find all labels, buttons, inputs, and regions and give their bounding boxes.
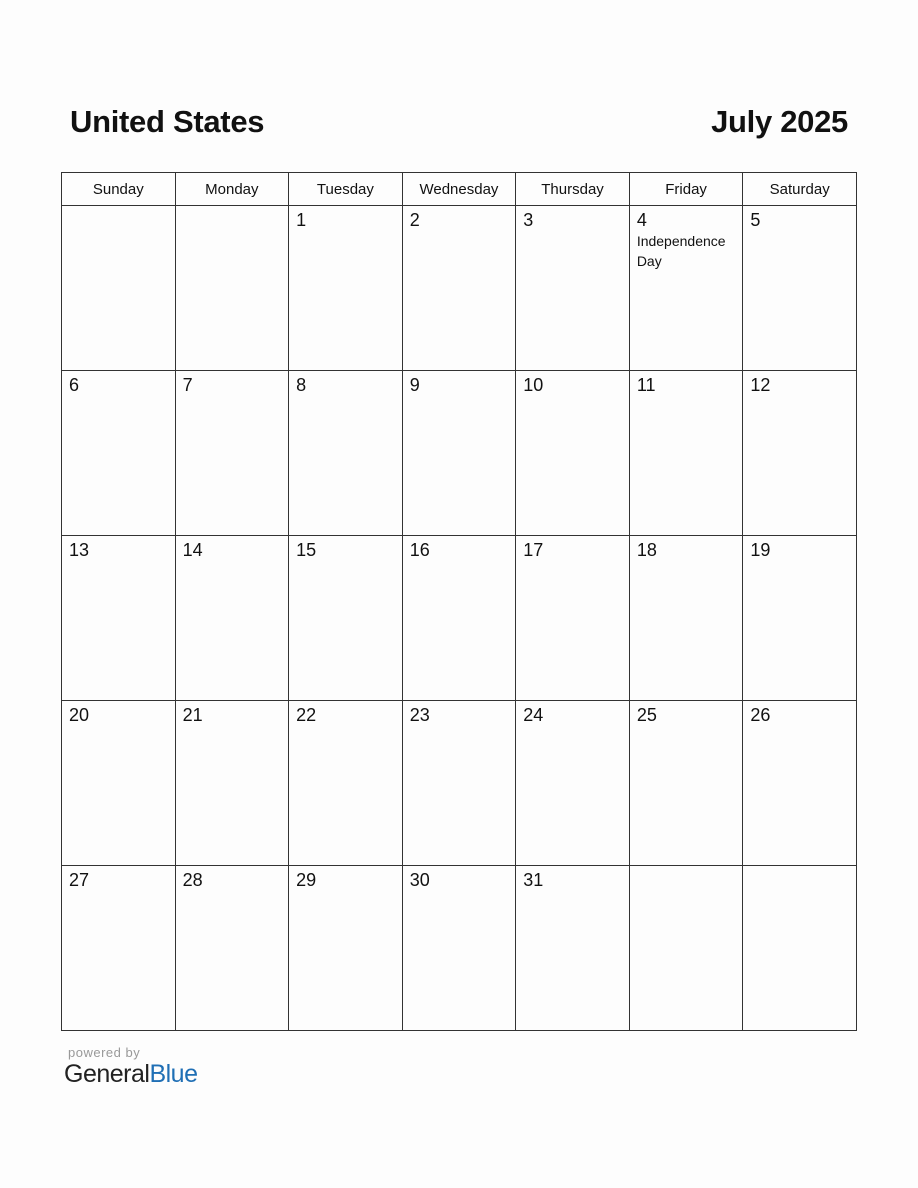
weekday-header: Sunday [62, 173, 176, 206]
week-row [62, 701, 857, 866]
day-number: 10 [523, 375, 544, 395]
day-number: 28 [182, 870, 203, 890]
day-number: 27 [69, 870, 90, 890]
day-number: 22 [296, 705, 317, 725]
day-cell [629, 206, 743, 371]
day-cell [175, 866, 289, 1031]
day-number: 15 [296, 540, 317, 560]
day-cell [516, 866, 630, 1031]
day-number: 6 [69, 375, 80, 395]
day-number: 14 [182, 540, 203, 560]
day-cell [516, 371, 630, 536]
weekday-header: Tuesday [289, 173, 403, 206]
day-cell [175, 701, 289, 866]
day-number: 1 [296, 210, 307, 230]
day-number [62, 206, 175, 210]
week-row [62, 206, 857, 371]
day-cell [629, 866, 743, 1031]
week-row [62, 536, 857, 701]
day-cell [289, 371, 403, 536]
weekday-header: Friday [629, 173, 743, 206]
brand-general-text: General [64, 1060, 150, 1088]
week-row [62, 866, 857, 1031]
day-cell [62, 371, 176, 536]
day-number: 20 [69, 705, 90, 725]
day-number: 3 [523, 210, 534, 230]
day-cell [629, 701, 743, 866]
day-cell [402, 536, 516, 701]
calendar-grid [61, 172, 857, 1031]
day-number: 2 [409, 210, 420, 230]
day-number: 17 [523, 540, 544, 560]
weekday-header: Wednesday [402, 173, 516, 206]
day-cell [516, 536, 630, 701]
week-row [62, 371, 857, 536]
day-cell [743, 866, 857, 1031]
weekday-header: Thursday [516, 173, 630, 206]
day-number: 18 [636, 540, 657, 560]
day-cell [175, 536, 289, 701]
day-cell [62, 701, 176, 866]
day-cell [743, 371, 857, 536]
day-number [176, 206, 289, 210]
powered-by-text: powered by [68, 1045, 141, 1060]
weekday-header-row [62, 173, 857, 206]
day-number: 11 [636, 375, 656, 395]
day-number: 4 [636, 210, 647, 230]
day-cell [62, 206, 176, 371]
day-cell [743, 701, 857, 866]
day-number: 21 [182, 705, 203, 725]
day-number: 13 [69, 540, 90, 560]
holiday-label: Independence Day [636, 233, 726, 269]
weekday-header: Monday [175, 173, 289, 206]
day-cell [289, 206, 403, 371]
day-cell [289, 701, 403, 866]
day-number: 25 [636, 705, 657, 725]
day-cell [62, 866, 176, 1031]
day-cell [175, 371, 289, 536]
day-number: 29 [296, 870, 317, 890]
day-number: 7 [182, 375, 193, 395]
day-number: 24 [523, 705, 544, 725]
day-cell [402, 371, 516, 536]
brand-blue-text: Blue [149, 1060, 198, 1088]
day-number: 26 [750, 705, 771, 725]
day-number: 30 [409, 870, 430, 890]
day-number [743, 866, 856, 870]
day-cell [743, 206, 857, 371]
day-cell [289, 536, 403, 701]
day-cell [516, 206, 630, 371]
day-number: 31 [523, 870, 544, 890]
weekday-header: Saturday [743, 173, 857, 206]
footer-branding [64, 1045, 198, 1089]
day-cell [289, 866, 403, 1031]
day-number: 8 [296, 375, 307, 395]
day-number: 19 [750, 540, 771, 560]
day-cell [402, 866, 516, 1031]
day-number: 23 [409, 705, 430, 725]
generalblue-logo [64, 1060, 198, 1089]
month-title: July 2025 [711, 104, 848, 139]
day-cell [62, 536, 176, 701]
day-cell [175, 206, 289, 371]
day-cell [402, 206, 516, 371]
day-number [630, 866, 743, 870]
day-cell [629, 536, 743, 701]
day-cell [743, 536, 857, 701]
day-cell [516, 701, 630, 866]
day-number: 16 [409, 540, 430, 560]
day-number: 12 [750, 375, 771, 395]
day-cell [402, 701, 516, 866]
day-number: 5 [750, 210, 761, 230]
day-number: 9 [409, 375, 420, 395]
country-title: United States [70, 104, 265, 139]
day-cell [629, 371, 743, 536]
